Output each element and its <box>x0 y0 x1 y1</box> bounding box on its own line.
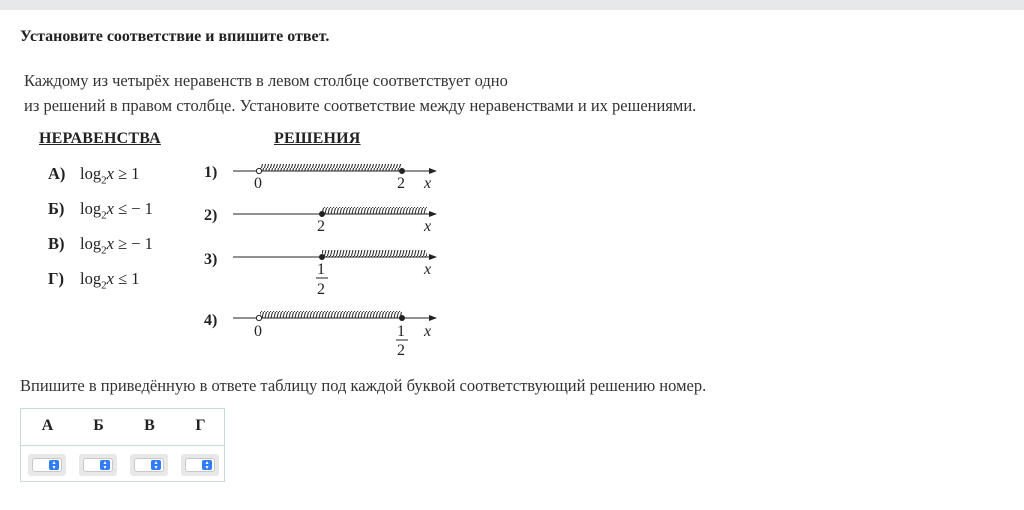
select-arrows-icon: ▴ ▾ <box>202 460 212 470</box>
log-base: 2 <box>101 174 107 187</box>
axis-label: x <box>424 261 432 278</box>
log-base: 2 <box>101 279 107 292</box>
select-arrows-icon: ▴ ▾ <box>49 460 59 470</box>
variable: x <box>106 234 114 253</box>
answer-select-a[interactable] <box>28 454 66 476</box>
fraction-numerator: 1 <box>397 323 405 340</box>
fraction-denominator: 2 <box>317 281 325 298</box>
hatched-interval <box>260 164 402 171</box>
log-text: log <box>80 269 102 288</box>
closed-point <box>399 315 405 321</box>
answer-table <box>20 408 225 482</box>
select-arrows-icon: ▴ ▾ <box>151 460 161 470</box>
open-point <box>256 315 261 320</box>
number-line-2 <box>233 207 437 235</box>
inequalities-header: НЕРАВЕНСТВА <box>39 130 161 147</box>
header-v: В <box>144 417 155 434</box>
instruction-text: Впишите в приведённую в ответе таблицу под каждой буквой соответствующий решению номер. <box>20 376 707 395</box>
closed-point <box>319 254 325 260</box>
variable: x <box>106 269 114 288</box>
axis-label: x <box>424 175 432 192</box>
select-box[interactable] <box>83 458 113 472</box>
closed-point <box>319 211 325 217</box>
select-box[interactable] <box>185 458 215 472</box>
task-intro-line1: Каждому из четырёх неравенств в левом столбце соответствует одно <box>24 71 508 90</box>
solution-number-2: 2) <box>204 207 218 224</box>
header-a: А <box>41 417 54 434</box>
task-intro-line2: из решений в правом столбце. Установите соответствие между неравенствами и их решениями. <box>24 96 697 115</box>
log-text: log <box>80 164 102 183</box>
number-line-1 <box>233 164 437 192</box>
inequality-label: Б) <box>48 199 65 218</box>
relation: ≥ − 1 <box>113 234 153 253</box>
tick-label: 0 <box>254 175 262 192</box>
solution-number-4: 4) <box>204 312 218 329</box>
tick-label: 0 <box>254 323 262 340</box>
variable: x <box>106 199 114 218</box>
answer-select-v[interactable] <box>130 454 168 476</box>
closed-point <box>399 168 405 174</box>
log-text: log <box>80 199 102 218</box>
relation: ≥ 1 <box>113 164 140 183</box>
inequality-label: В) <box>48 234 65 253</box>
header-b: Б <box>93 417 104 434</box>
relation: ≤ − 1 <box>113 199 153 218</box>
hatched-interval <box>260 311 402 318</box>
axis-label: x <box>424 218 432 235</box>
log-text: log <box>80 234 102 253</box>
open-point <box>256 168 261 173</box>
variable: x <box>106 164 114 183</box>
task-heading: Установите соответствие и впишите ответ. <box>20 28 330 45</box>
inequality-label: Г) <box>48 269 64 288</box>
relation: ≤ 1 <box>113 269 140 288</box>
select-box[interactable] <box>32 458 62 472</box>
header-g: Г <box>195 417 206 434</box>
solutions-header: РЕШЕНИЯ <box>274 130 361 147</box>
number-line-3 <box>233 250 437 298</box>
answer-table-header <box>21 409 224 446</box>
axis-label: x <box>424 323 432 340</box>
tick-label: 2 <box>397 175 405 192</box>
select-arrows-icon: ▴ ▾ <box>100 460 110 470</box>
number-line-4 <box>233 311 437 359</box>
fraction-denominator: 2 <box>397 342 405 359</box>
tick-label: 2 <box>317 218 325 235</box>
log-base: 2 <box>101 244 107 257</box>
select-box[interactable] <box>134 458 164 472</box>
inequality-label: А) <box>48 164 66 183</box>
answer-select-b[interactable] <box>79 454 117 476</box>
log-base: 2 <box>101 209 107 222</box>
hatched-interval <box>322 250 427 257</box>
fraction-numerator: 1 <box>317 261 325 278</box>
hatched-interval <box>322 207 427 214</box>
solution-number-3: 3) <box>204 251 218 268</box>
answer-select-g[interactable] <box>181 454 219 476</box>
solution-number-1: 1) <box>204 164 218 181</box>
